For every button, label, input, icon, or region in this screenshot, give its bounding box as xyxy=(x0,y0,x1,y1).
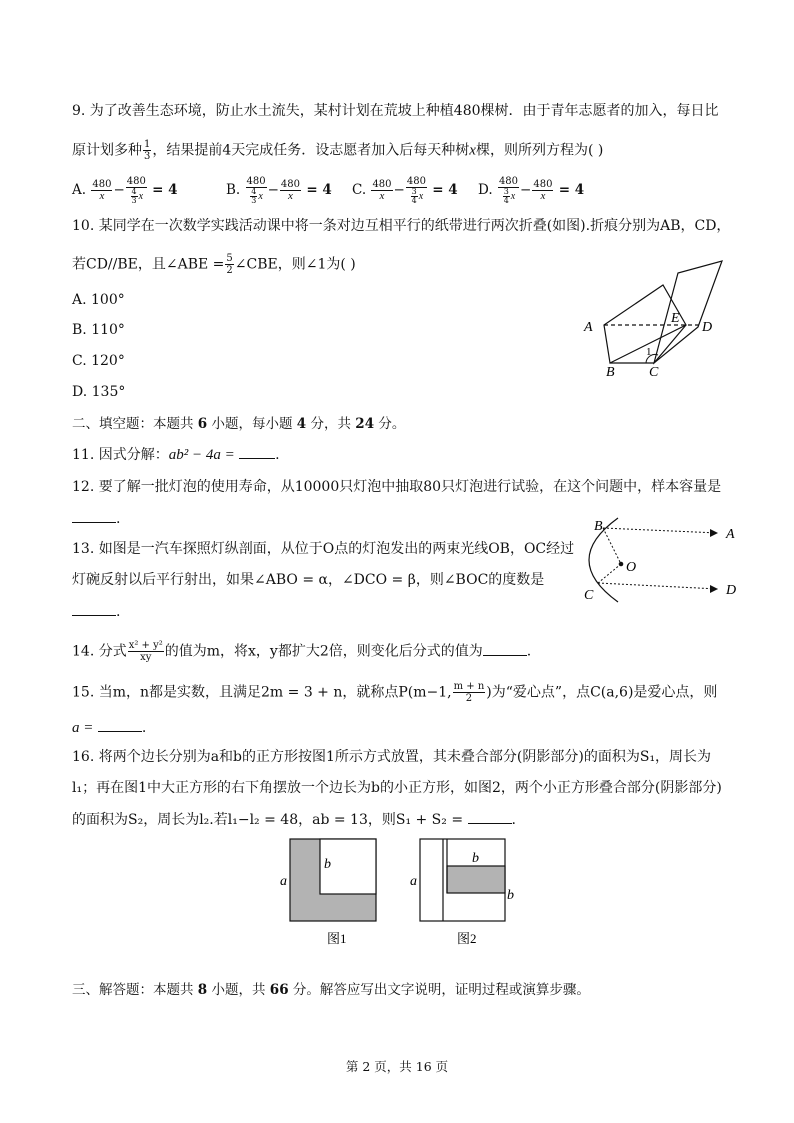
section3-heading: 三、解答题：本题共 8 小题，共 66 分。解答应写出文字说明，证明过程或演算步骤。 xyxy=(72,982,590,998)
q9-fraction: $\frac{1}{3}$ xyxy=(144,139,151,162)
q12-answer-blank[interactable] xyxy=(72,508,116,523)
label-E: E xyxy=(671,311,680,326)
label-a: a xyxy=(410,874,417,889)
q16-line2: l₁；再在图1中大正方形的右下角摆放一个边长为b的小正方形，如图2，两个小正方形叠合部分(阴影部分) xyxy=(72,780,722,796)
q13-line3: . xyxy=(72,601,120,622)
q14-fraction: $\frac{\text{x² + y²}}{xy}$ xyxy=(128,640,163,663)
q15-answer-blank[interactable] xyxy=(98,717,142,732)
q9-line1: 9. 为了改善生态环境，防止水土流失，某村计划在荒坡上种植480棵树．由于青年志愿者的加入，每日比 xyxy=(72,103,719,119)
label-B: B xyxy=(606,365,615,380)
q13-answer-blank[interactable] xyxy=(72,601,116,616)
label-D: D xyxy=(726,583,737,598)
q9-option-a[interactable]: A. $\frac{480}{x}$ − 480 $\frac{4}{3}$ x = 4 xyxy=(72,176,178,205)
q13-figure xyxy=(578,515,740,605)
label-D: D xyxy=(702,320,713,335)
label-A: A xyxy=(584,320,593,335)
label-1: 1 xyxy=(646,346,652,358)
q10-line1: 10. 某同学在一次数学实践活动课中将一条对边互相平行的纸带进行两次折叠(如图).折痕分别为AB，CD， xyxy=(72,218,731,234)
label-O: O xyxy=(626,560,637,575)
fig1-caption: 图1 xyxy=(327,931,347,946)
label-A: A xyxy=(726,527,735,542)
q10-figure xyxy=(578,255,738,380)
option-label: A. xyxy=(72,182,87,198)
q15-fraction: $\frac{m + n}{2}$ xyxy=(453,681,485,704)
q14-answer-blank[interactable] xyxy=(483,641,527,656)
q10-line2: 若CD//BE，且∠ABE = $\frac{5}{2}$ ∠CBE，则∠1为( ) xyxy=(72,253,356,276)
q12-line2: . xyxy=(72,508,120,529)
q13-line2: 灯碗反射以后平行射出，如果∠ABO = α，∠DCO = β，则∠BOC的度数是 xyxy=(72,572,545,588)
q16-line3: 的面积为S₂，周长为l₂.若l₁−l₂ = 48，ab = 13，则S₁ + S₂ = . xyxy=(72,809,516,830)
q16-answer-blank[interactable] xyxy=(468,809,512,824)
q16-figure2 xyxy=(405,838,525,948)
option-label: D. xyxy=(478,182,493,198)
q15-line2: a = . xyxy=(72,717,146,738)
q13-line1: 13. 如图是一汽车探照灯纵剖面，从位于O点的灯泡发出的两束光线OB，OC经过 xyxy=(72,541,575,557)
page-footer: 第 2 页，共 16 页 xyxy=(345,1059,449,1074)
q15-line1: 15. 当m，n都是实数，且满足2m = 3 + n，就称点P(m−1, $\frac{m + n}{2}$ )为“爱心点”，点C(a,6)是爱心点，则 xyxy=(72,681,718,704)
q11: 11. 因式分解：ab² − 4a = . xyxy=(72,444,280,465)
q9-option-d[interactable]: D. 480 $\frac{3}{4}$ x − $\frac{480}{x}$ = 4 xyxy=(478,176,585,205)
q10-fraction: $\frac{5}{2}$ xyxy=(226,253,233,276)
q11-answer-blank[interactable] xyxy=(239,444,275,459)
q10-option-c[interactable]: C. 120° xyxy=(72,353,125,369)
label-b-top: b xyxy=(472,851,479,866)
q10-option-d[interactable]: D. 135° xyxy=(72,384,126,400)
q10-option-a[interactable]: A. 100° xyxy=(72,292,125,308)
option-label: C. xyxy=(352,182,367,198)
q16-figure1 xyxy=(275,838,385,948)
q9-option-c[interactable]: C. $\frac{480}{x}$ − 480 $\frac{3}{4}$ x = 4 xyxy=(352,176,458,205)
q12-line1: 12. 要了解一批灯泡的使用寿命，从10000只灯泡中抽取80只灯泡进行试验，在这个问题中，样本容量是 xyxy=(72,479,722,495)
section2-heading: 二、填空题：本题共 6 小题，每小题 4 分，共 24 分。 xyxy=(72,416,406,432)
option-label: B. xyxy=(226,182,241,198)
q9-option-b[interactable]: B. 480 $\frac{4}{3}$ x − $\frac{480}{x}$ = 4 xyxy=(226,176,332,205)
fig2-caption: 图2 xyxy=(457,931,477,946)
label-b: b xyxy=(324,857,331,872)
label-B: B xyxy=(594,519,603,534)
label-C: C xyxy=(649,365,659,380)
q16-line1: 16. 将两个边长分别为a和b的正方形按图1所示方式放置，其未叠合部分(阴影部分)的面积为S₁，周长为 xyxy=(72,749,712,765)
label-b-right: b xyxy=(507,888,514,903)
label-a: a xyxy=(280,874,287,889)
q10-option-b[interactable]: B. 110° xyxy=(72,322,125,338)
q14: 14. 分式 $\frac{\text{x² + y²}}{xy}$ 的值为m，将x，y都扩大2倍，则变化后分式的值为 . xyxy=(72,640,532,663)
label-C: C xyxy=(584,588,594,603)
q9-line2: 原计划多种 $\frac{1}{3}$ ，结果提前4天完成任务．设志愿者加入后每天种树x棵，则所列方程为( ) xyxy=(72,139,604,162)
